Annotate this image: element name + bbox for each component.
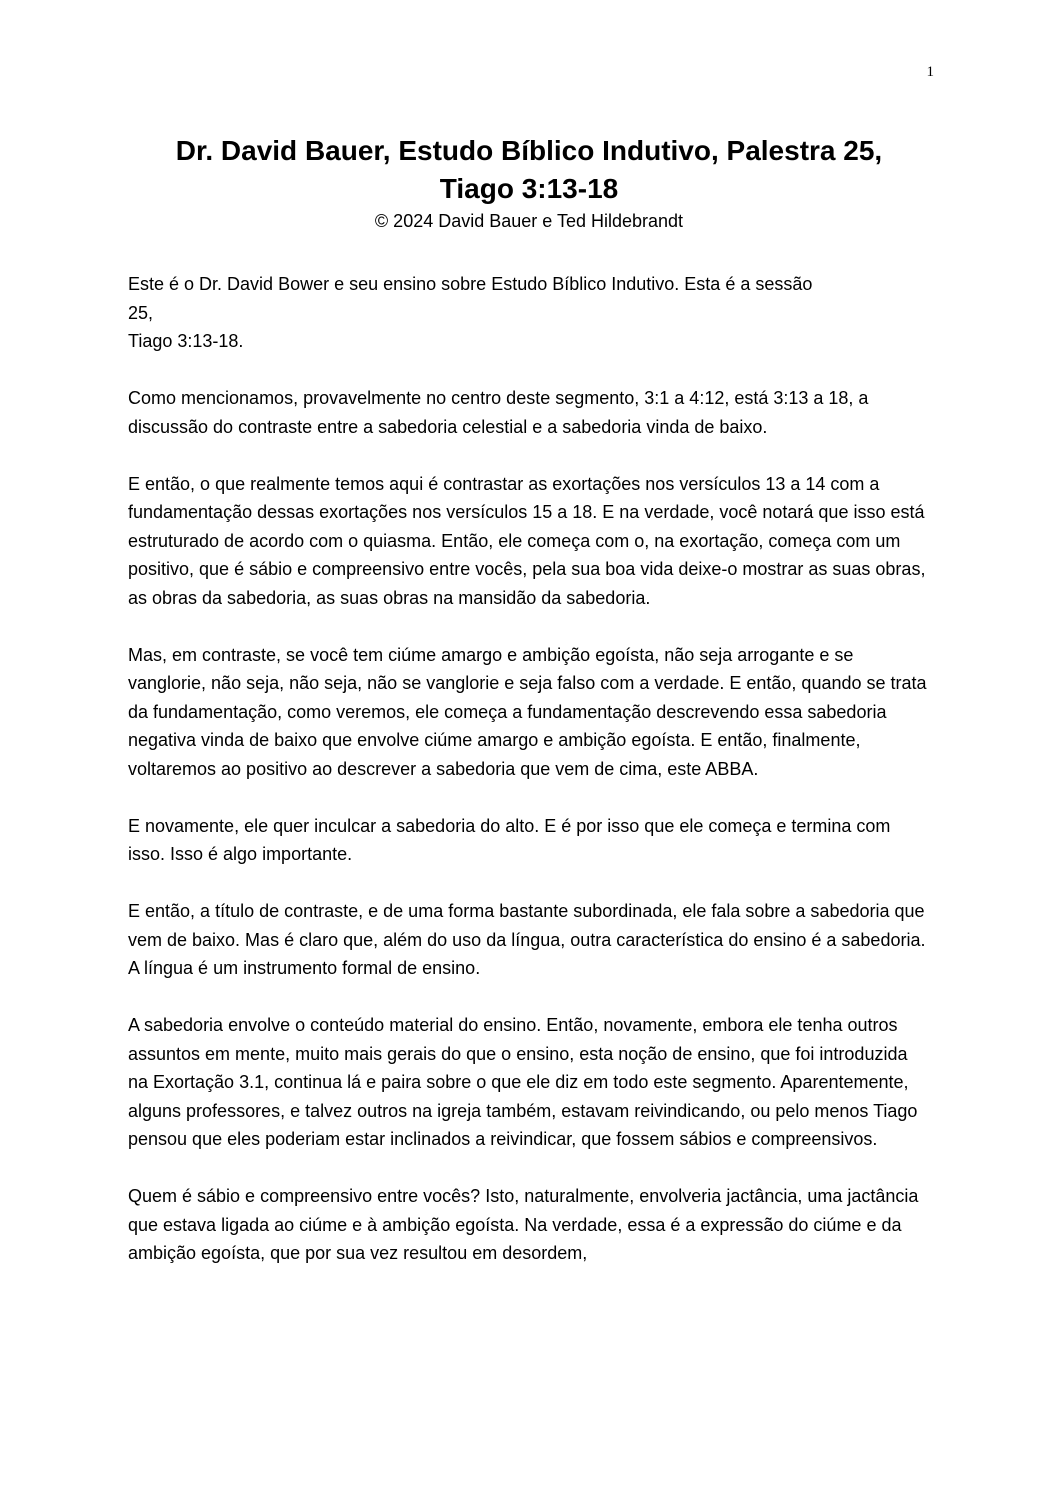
intro-line-2: 25, [128,302,154,323]
intro-line-3: Tiago 3:13-18. [128,331,244,351]
paragraph: Quem é sábio e compreensivo entre vocês? Isto, naturalmente, envolveria jactância, uma jactância que estava ligada ao ciúme e à ambição egoísta. Na verdade, essa é a expressão do ciúme e da ambição egoísta, que por sua vez resultou em desordem, [128,1186,919,1263]
header [120,132,938,234]
paragraph: A sabedoria envolve o conteúdo material do ensino. Então, novamente, embora ele tenha outros assuntos em mente, muito mais gerais do que o ensino, esta noção de ensino, que foi introduzida na Exortação 3.1, continua lá e paira sobre o que ele diz em todo este segmento. Aparentemente, alguns professores, e talvez outros na igreja também, estavam reivindicando, ou pelo menos Tiago pensou que eles poderiam estar inclinados a reivindicar, que fossem sábios e compreensivos. [128,1015,918,1149]
paragraph: E então, a título de contraste, e de uma forma bastante subordinada, ele fala sobre a sabedoria que vem de baixo. Mas é claro que, além do uso da língua, outra característica do ensino é a sabedoria. A língua é um instrumento formal de ensino. [128,901,926,978]
title-line-1: Dr. David Bauer, Estudo Bíblico Indutivo, Palestra 25, [175,135,883,166]
title-line-2: Tiago 3:13-18 [439,173,619,204]
page-number: 1 [926,64,934,80]
intro-line-1: Este é o Dr. David Bower e seu ensino sobre Estudo Bíblico Indutivo. Esta é a sessão [128,274,813,294]
intro-paragraph [128,270,930,356]
copyright-line: © 2024 David Bauer e Ted Hildebrandt [374,211,684,231]
document-body [128,270,930,1296]
paragraph: E então, o que realmente temos aqui é contrastar as exortações nos versículos 13 a 14 com a fundamentação dessas exortações nos versículos 15 a 18. E na verdade, você notará que isso está estruturado de acordo com o quiasma. Então, ele começa com o, na exortação, começa com um positivo, que é sábio e compreensivo entre vocês, pela sua boa vida deixe-o mostrar as suas obras, as obras da sabedoria, as suas obras na mansidão da sabedoria. [128,473,926,608]
paragraph: Como mencionamos, provavelmente no centro deste segmento, 3:1 a 4:12, está 3:13 a 18, a discussão do contraste entre a sabedoria celestial e a sabedoria vinda de baixo. [128,388,869,437]
paragraph: Mas, em contraste, se você tem ciúme amargo e ambição egoísta, não seja arrogante e se vanglorie, não seja, não seja, não se vanglorie e seja falso com a verdade. E então, quando se trata da fundamentação, como veremos, ele começa a fundamentação descrevendo essa sabedoria negativa vinda de baixo que envolve ciúme amargo e ambição egoísta. E então, finalmente, voltaremos ao positivo ao descrever a sabedoria que vem de cima, este ABBA. [128,644,927,779]
paragraph: E novamente, ele quer inculcar a sabedoria do alto. E é por isso que ele começa e termina com isso. Isso é algo importante. [128,815,891,864]
document-title [120,132,938,208]
